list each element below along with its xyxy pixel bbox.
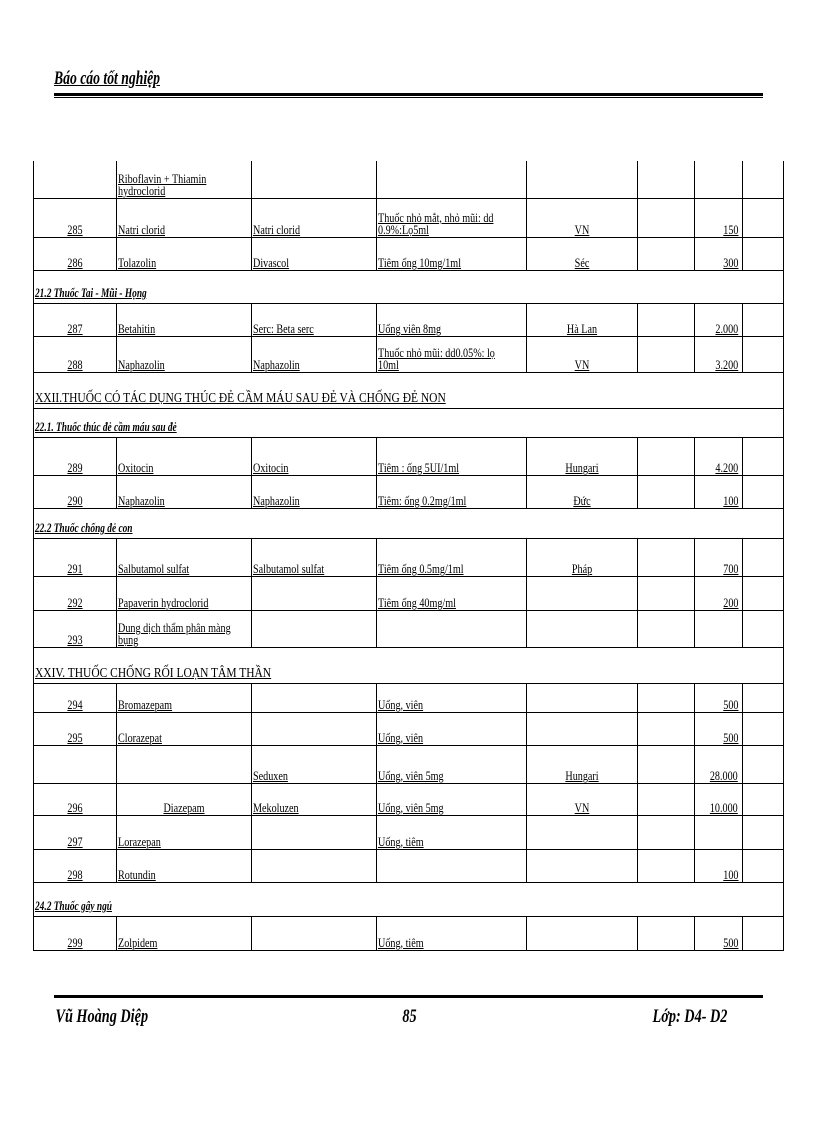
column-rule <box>783 577 784 610</box>
column-rule <box>637 199 638 237</box>
cell-origin-text: Pháp <box>571 561 592 576</box>
column-rule <box>742 917 743 950</box>
column-rule <box>637 850 638 882</box>
cell-price-text: 500 <box>722 730 738 745</box>
table-row <box>33 161 784 199</box>
cell-origin <box>526 816 637 849</box>
cell-price <box>694 850 742 882</box>
cell-brand <box>251 577 376 610</box>
cell-price-text: 500 <box>722 697 738 712</box>
column-rule <box>33 373 34 408</box>
cell-name-text: Betahitin <box>118 321 156 336</box>
cell-price-text: 700 <box>722 561 738 576</box>
table-row <box>33 816 784 850</box>
chapter-heading: XXIV. THUỐC CHỐNG RỐI LOẠN TÂM THẦN <box>35 666 272 681</box>
cell-origin-text: VN <box>574 222 589 237</box>
header-rule-thin <box>54 97 763 98</box>
table-row <box>33 238 784 271</box>
report-header-title: Báo cáo tốt nghiệp <box>54 68 161 89</box>
cell-name <box>116 304 251 336</box>
cell-brand <box>251 539 376 576</box>
section-row <box>33 509 784 539</box>
column-rule <box>783 883 784 916</box>
cell-origin-text: Đức <box>572 493 591 508</box>
column-rule <box>783 713 784 745</box>
section-row <box>33 373 784 409</box>
cell-name-text: Naphazolin <box>118 357 165 372</box>
cell-brand <box>251 746 376 783</box>
cell-name <box>116 746 251 783</box>
column-rule <box>783 476 784 508</box>
cell-price-text: 100 <box>722 867 738 882</box>
cell-name <box>116 784 251 815</box>
section-heading: 24.2 Thuốc gây ngủ <box>35 898 112 913</box>
cell-form-text: Uống, tiêm <box>378 935 424 950</box>
cell-no-text: 286 <box>66 255 83 270</box>
cell-no <box>33 713 116 745</box>
section-row <box>33 648 784 684</box>
column-rule <box>742 161 743 198</box>
table-row <box>33 746 784 784</box>
cell-no <box>33 476 116 508</box>
column-rule <box>783 373 784 408</box>
cell-origin <box>526 917 637 950</box>
cell-price <box>694 611 742 647</box>
cell-form <box>376 199 526 237</box>
column-rule <box>637 337 638 372</box>
table-row <box>33 438 784 476</box>
cell-price-text: 2.000 <box>715 321 738 336</box>
cell-origin <box>526 304 637 336</box>
cell-origin <box>526 476 637 508</box>
section-heading: 21.2 Thuốc Tai - Mũi - Họng <box>35 285 147 300</box>
column-rule <box>33 409 34 437</box>
cell-brand <box>251 816 376 849</box>
cell-no-text: 289 <box>66 460 83 475</box>
table-row <box>33 577 784 611</box>
cell-name-text: Diazepam <box>162 800 205 815</box>
column-rule <box>742 850 743 882</box>
column-rule <box>783 161 784 198</box>
cell-no-text: 295 <box>66 730 83 745</box>
column-rule <box>33 648 34 683</box>
column-rule <box>783 271 784 303</box>
cell-no-text: 285 <box>66 222 83 237</box>
cell-price-text: 500 <box>722 935 738 950</box>
cell-no-text: 287 <box>66 321 83 336</box>
column-rule <box>783 684 784 712</box>
column-rule <box>742 713 743 745</box>
cell-form-text: Tiêm : ống 5UI/1ml <box>378 460 460 475</box>
cell-form-text: Tiêm ống 0.5mg/1ml <box>378 561 464 576</box>
cell-origin <box>526 238 637 270</box>
column-rule <box>637 917 638 950</box>
cell-form <box>376 238 526 270</box>
cell-origin <box>526 161 637 198</box>
column-rule <box>742 611 743 647</box>
cell-no-text: 291 <box>66 561 83 576</box>
column-rule <box>783 746 784 783</box>
cell-form-text: Thuốc nhỏ mắt, nhỏ mũi: dd 0.9%:Lọ5ml <box>378 210 494 237</box>
cell-origin-text: Hungari <box>564 460 599 475</box>
column-rule <box>742 816 743 849</box>
cell-origin <box>526 611 637 647</box>
cell-name <box>116 850 251 882</box>
cell-brand-text: Oxitocin <box>253 460 289 475</box>
drug-table <box>33 161 784 951</box>
cell-no-text: 296 <box>66 800 83 815</box>
column-rule <box>783 337 784 372</box>
cell-no-text: 288 <box>66 357 83 372</box>
column-rule <box>742 238 743 270</box>
cell-brand <box>251 304 376 336</box>
cell-form-text: Uống, viên 5mg <box>378 768 444 783</box>
table-row <box>33 476 784 509</box>
cell-brand <box>251 199 376 237</box>
cell-name <box>116 917 251 950</box>
cell-form-text: Uống, tiêm <box>378 834 424 849</box>
footer-class: Lớp: D4- D2 <box>652 1006 728 1027</box>
column-rule <box>33 271 34 303</box>
cell-no-text: 293 <box>66 632 83 647</box>
column-rule <box>637 438 638 475</box>
cell-brand <box>251 337 376 372</box>
cell-form-text: Tiêm ống 40mg/ml <box>378 595 456 610</box>
cell-name-text: Naphazolin <box>118 493 165 508</box>
column-rule <box>783 648 784 683</box>
column-rule <box>783 539 784 576</box>
column-rule <box>742 539 743 576</box>
section-heading: 22.1. Thuốc thúc đẻ cầm máu sau đẻ <box>35 419 177 434</box>
cell-name-text: Natri clorid <box>118 222 166 237</box>
cell-origin <box>526 784 637 815</box>
cell-form-text: Uống, viên <box>378 730 424 745</box>
cell-name <box>116 337 251 372</box>
cell-brand <box>251 238 376 270</box>
cell-price <box>694 816 742 849</box>
cell-origin <box>526 850 637 882</box>
cell-name-text: Papaverin hydroclorid <box>118 595 209 610</box>
cell-price-text: 300 <box>722 255 738 270</box>
cell-form <box>376 850 526 882</box>
cell-form <box>376 161 526 198</box>
cell-brand <box>251 684 376 712</box>
cell-form <box>376 611 526 647</box>
cell-name-text: Lorazepan <box>118 834 161 849</box>
cell-form <box>376 784 526 815</box>
cell-name <box>116 161 251 198</box>
cell-form <box>376 304 526 336</box>
column-rule <box>783 199 784 237</box>
cell-origin <box>526 539 637 576</box>
column-rule <box>637 684 638 712</box>
section-row <box>33 271 784 304</box>
cell-brand <box>251 917 376 950</box>
cell-brand <box>251 784 376 815</box>
cell-brand-text: Natri clorid <box>253 222 301 237</box>
cell-origin-text: Séc <box>574 255 589 270</box>
cell-origin <box>526 746 637 783</box>
cell-brand <box>251 713 376 745</box>
cell-origin <box>526 577 637 610</box>
cell-brand <box>251 611 376 647</box>
column-rule <box>637 476 638 508</box>
header-rule <box>54 93 763 96</box>
cell-price-text: 4.200 <box>715 460 738 475</box>
cell-form <box>376 684 526 712</box>
column-rule <box>783 784 784 815</box>
cell-no-text: 290 <box>66 493 83 508</box>
cell-price-text: 100 <box>722 493 738 508</box>
column-rule <box>637 784 638 815</box>
cell-name-text: Oxitocin <box>118 460 154 475</box>
cell-price <box>694 917 742 950</box>
cell-price <box>694 304 742 336</box>
cell-no <box>33 337 116 372</box>
column-rule <box>33 509 34 538</box>
table-row <box>33 917 784 951</box>
cell-form-text: Tiêm: ống 0.2mg/1ml <box>378 493 467 508</box>
cell-form-text: Uống viên 8mg <box>378 321 442 336</box>
table-row <box>33 304 784 337</box>
cell-price-text: 3.200 <box>715 357 738 372</box>
cell-no <box>33 746 116 783</box>
cell-price <box>694 238 742 270</box>
cell-price-text: 10.000 <box>710 800 738 815</box>
table-row <box>33 713 784 746</box>
table-row <box>33 337 784 373</box>
cell-price-text: 28.000 <box>710 768 738 783</box>
cell-name <box>116 539 251 576</box>
cell-name <box>116 816 251 849</box>
cell-no-text: 292 <box>66 595 83 610</box>
cell-no <box>33 199 116 237</box>
cell-price <box>694 784 742 815</box>
cell-name-text: Tolazolin <box>118 255 157 270</box>
cell-name <box>116 684 251 712</box>
cell-price-text: 200 <box>722 595 738 610</box>
cell-price <box>694 684 742 712</box>
column-rule <box>637 746 638 783</box>
cell-origin <box>526 684 637 712</box>
cell-price <box>694 438 742 475</box>
cell-name-text: Riboflavin + Thiamin hydroclorid <box>118 171 207 198</box>
footer-rule <box>54 995 763 998</box>
cell-price <box>694 746 742 783</box>
column-rule <box>637 304 638 336</box>
table-row <box>33 784 784 816</box>
cell-price <box>694 199 742 237</box>
cell-name <box>116 577 251 610</box>
cell-origin-text: Hungari <box>564 768 599 783</box>
cell-no-text: 298 <box>66 867 83 882</box>
table-row <box>33 611 784 648</box>
cell-origin <box>526 337 637 372</box>
cell-form-text: Tiêm ống 10mg/1ml <box>378 255 462 270</box>
cell-no <box>33 304 116 336</box>
cell-no <box>33 816 116 849</box>
cell-form <box>376 917 526 950</box>
cell-brand <box>251 850 376 882</box>
cell-brand-text: Serc: Beta serc <box>253 321 314 336</box>
cell-name <box>116 476 251 508</box>
cell-origin-text: Hà Lan <box>566 321 597 336</box>
cell-brand <box>251 476 376 508</box>
table-row <box>33 684 784 713</box>
cell-name-text: Zolpidem <box>118 935 158 950</box>
cell-form <box>376 337 526 372</box>
cell-form <box>376 746 526 783</box>
cell-form-text: Thuốc nhỏ mũi: dd0.05%: lọ 10ml <box>378 345 495 372</box>
cell-price <box>694 337 742 372</box>
column-rule <box>742 199 743 237</box>
cell-form <box>376 539 526 576</box>
column-rule <box>637 816 638 849</box>
cell-form <box>376 713 526 745</box>
cell-no <box>33 238 116 270</box>
cell-name <box>116 611 251 647</box>
cell-name <box>116 438 251 475</box>
cell-origin-text: VN <box>574 800 589 815</box>
cell-no <box>33 917 116 950</box>
cell-name-text: Rotundin <box>118 867 156 882</box>
column-rule <box>637 611 638 647</box>
column-rule <box>783 238 784 270</box>
cell-brand-text: Seduxen <box>253 768 288 783</box>
cell-origin <box>526 199 637 237</box>
cell-name <box>116 238 251 270</box>
cell-price <box>694 161 742 198</box>
cell-form-text: Uống, viên 5mg <box>378 800 444 815</box>
cell-no-text: 299 <box>66 935 83 950</box>
column-rule <box>742 337 743 372</box>
table-row <box>33 850 784 883</box>
column-rule <box>783 438 784 475</box>
cell-price <box>694 577 742 610</box>
cell-origin <box>526 438 637 475</box>
cell-form <box>376 577 526 610</box>
column-rule <box>742 784 743 815</box>
cell-price <box>694 476 742 508</box>
cell-no <box>33 539 116 576</box>
column-rule <box>637 713 638 745</box>
cell-no-text: 294 <box>66 697 83 712</box>
cell-name-text: Dung dịch thẩm phân màng bụng <box>118 620 231 647</box>
cell-brand-text: Salbutamol sulfat <box>253 561 325 576</box>
cell-no <box>33 684 116 712</box>
cell-price <box>694 539 742 576</box>
cell-no <box>33 577 116 610</box>
section-heading: 22.2 Thuốc chống đẻ con <box>35 520 133 535</box>
cell-brand-text: Naphazolin <box>253 357 300 372</box>
cell-origin-text: VN <box>574 357 589 372</box>
cell-brand-text: Divascol <box>253 255 290 270</box>
column-rule <box>783 409 784 437</box>
cell-form-text: Uống, viên <box>378 697 424 712</box>
column-rule <box>783 304 784 336</box>
section-row <box>33 883 784 917</box>
column-rule <box>742 684 743 712</box>
chapter-heading: XXII.THUỐC CÓ TÁC DỤNG THÚC ĐẺ CẦM MÁU SAU ĐẺ VÀ CHỐNG ĐẺ NON <box>35 391 446 406</box>
cell-form <box>376 438 526 475</box>
column-rule <box>33 883 34 916</box>
column-rule <box>742 304 743 336</box>
cell-brand <box>251 438 376 475</box>
column-rule <box>783 850 784 882</box>
section-row <box>33 409 784 438</box>
column-rule <box>637 577 638 610</box>
cell-brand <box>251 161 376 198</box>
cell-no <box>33 611 116 647</box>
cell-no-text: 297 <box>66 834 83 849</box>
column-rule <box>742 577 743 610</box>
column-rule <box>742 746 743 783</box>
cell-name-text: Clorazepat <box>118 730 162 745</box>
cell-name <box>116 199 251 237</box>
column-rule <box>783 816 784 849</box>
cell-brand-text: Mekoluzen <box>253 800 299 815</box>
cell-name-text: Salbutamol sulfat <box>118 561 190 576</box>
cell-name <box>116 713 251 745</box>
cell-no <box>33 161 116 198</box>
cell-form <box>376 476 526 508</box>
cell-origin <box>526 713 637 745</box>
column-rule <box>637 238 638 270</box>
column-rule <box>637 539 638 576</box>
table-row <box>33 199 784 238</box>
column-rule <box>783 917 784 950</box>
footer-author: Vũ Hoàng Diệp <box>55 1006 149 1027</box>
cell-no <box>33 438 116 475</box>
cell-no <box>33 784 116 815</box>
cell-price <box>694 713 742 745</box>
column-rule <box>783 509 784 538</box>
cell-price-text: 150 <box>722 222 738 237</box>
cell-no <box>33 850 116 882</box>
cell-name-text: Bromazepam <box>118 697 173 712</box>
column-rule <box>783 611 784 647</box>
footer-page-number: 85 <box>402 1006 417 1027</box>
column-rule <box>742 438 743 475</box>
cell-form <box>376 816 526 849</box>
column-rule <box>637 161 638 198</box>
column-rule <box>742 476 743 508</box>
cell-brand-text: Naphazolin <box>253 493 300 508</box>
table-row <box>33 539 784 577</box>
